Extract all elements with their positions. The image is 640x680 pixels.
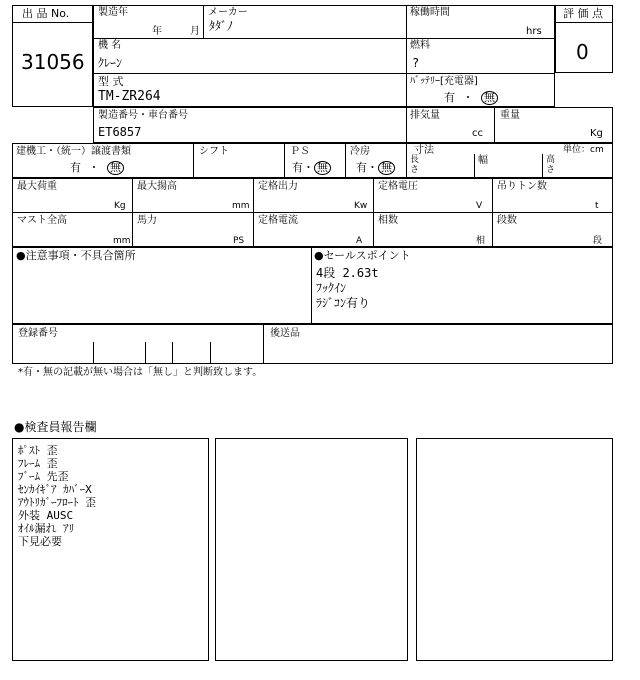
year-unit: 年: [152, 26, 162, 37]
rated-current-label: 定格電流: [258, 215, 298, 226]
dimension-label: 寸法: [414, 145, 434, 156]
registration-label: 登録番号: [18, 328, 58, 339]
header-vline-year: [203, 5, 204, 38]
ac-no-circled: 無: [378, 161, 395, 175]
header-line-2: [93, 73, 555, 74]
transfer-sep: ・: [88, 161, 100, 174]
rated-current-unit: A: [356, 236, 363, 246]
hours-label: 稼働時間: [410, 7, 450, 18]
ps-sep: ・: [303, 161, 314, 174]
report-line: ﾎﾟｽﾄ 歪: [18, 444, 58, 457]
row2-vline-3: [345, 143, 346, 178]
capacity-unit: t: [595, 201, 599, 211]
lot-no-divider: [12, 22, 93, 23]
rating-divider: [555, 22, 613, 23]
transfer-docs-choice: [70, 161, 124, 175]
lot-no-value: 31056: [21, 50, 85, 74]
report-line: ﾌﾚｰﾑ 歪: [18, 457, 58, 470]
sales-point-label: ●セールスポイント: [314, 249, 411, 262]
transfer-yes: 有: [70, 161, 81, 174]
maker-value: ﾀﾀﾞﾉ: [209, 19, 234, 33]
transfer-docs-label: 建機工・（統一）譲渡書類: [16, 146, 131, 157]
stage-unit: 段: [593, 236, 603, 246]
max-lift-label: 最大揚高: [137, 181, 177, 192]
row2-vline-6: [542, 154, 543, 178]
serial-vline-1: [406, 107, 407, 143]
report-line: ｱｳﾄﾘｶﾞｰﾌﾛｰﾄ 歪: [18, 496, 97, 509]
ac-sep: ・: [367, 161, 378, 174]
hours-unit: hrs: [526, 26, 542, 37]
report-lines: [18, 444, 96, 548]
specs-vline-2: [253, 178, 254, 247]
month-unit: 月: [190, 26, 200, 37]
rating-label: 評 価 点: [563, 7, 603, 20]
row2-vline-2: [284, 143, 285, 178]
battery-yes: 有: [444, 91, 455, 104]
maker-label: メーカー: [208, 7, 248, 18]
rated-voltage-unit: V: [476, 201, 483, 211]
ps-label: ＰＳ: [290, 146, 310, 157]
type-value: TM-ZR264: [98, 89, 161, 104]
transfer-no-circled: 無: [107, 161, 124, 175]
max-load-label: 最大荷重: [17, 181, 57, 192]
height-label: 高 さ: [546, 155, 556, 175]
specs-vline-3: [373, 178, 374, 247]
rating-value: 0: [576, 40, 589, 64]
width-label: 幅: [478, 155, 488, 166]
report-line: ｵｲﾙ漏れ ｱﾘ: [18, 522, 75, 535]
ac-choice: [356, 161, 395, 175]
sales-line-2: ﾌｯｸｲﾝ: [316, 281, 347, 295]
serial-value: ET6857: [98, 125, 142, 139]
battery-no-circled: 無: [481, 91, 498, 105]
stage-label: 段数: [497, 215, 517, 226]
lot-no-label: 出 品 No.: [22, 7, 70, 20]
weight-unit: Kg: [590, 128, 603, 139]
report-title: ●検査員報告欄: [14, 420, 97, 434]
model-name-label: 機 名: [98, 40, 122, 51]
sales-line-3: ﾗｼﾞｺﾝ有り: [316, 296, 371, 310]
report-box-3: [416, 438, 613, 661]
post-delivery-label: 後送品: [270, 328, 300, 339]
mast-unit: mm: [113, 236, 131, 246]
displacement-label: 排気量: [410, 110, 440, 121]
shift-label: シフト: [199, 146, 229, 157]
max-load-unit: Kg: [114, 201, 126, 211]
specs-vline-1: [132, 178, 133, 247]
mast-label: マスト全高: [17, 215, 67, 226]
registration-cell-3: [172, 342, 173, 364]
registration-frame: [12, 324, 613, 364]
fuel-value: ?: [412, 56, 420, 70]
footnote: *有・無の記載が無い場合は「無し」と判断致します。: [18, 367, 263, 378]
caution-label: ●注意事項・不具合箇所: [16, 249, 136, 262]
weight-label: 重量: [500, 110, 520, 121]
rated-output-label: 定格出力: [258, 181, 298, 192]
dimension-unit: 単位：cm: [563, 145, 604, 155]
registration-cell-2: [145, 342, 146, 364]
length-label: 長 さ: [410, 155, 420, 175]
notes-vline: [311, 247, 312, 324]
report-line: 下見必要: [18, 535, 62, 548]
serial-vline-2: [494, 107, 495, 143]
sales-line-1: 4段 2.63t: [316, 266, 379, 280]
specs-hline: [12, 212, 613, 213]
hp-label: 馬力: [137, 215, 157, 226]
report-box-2: [215, 438, 408, 661]
ps-no-circled: 無: [314, 161, 331, 175]
rated-output-unit: Kw: [354, 201, 368, 211]
model-name-value: ｸﾚｰﾝ: [98, 56, 123, 70]
registration-cell-1: [93, 342, 94, 364]
type-label: 型 式: [98, 75, 124, 88]
serial-label: 製造番号・車台番号: [98, 110, 188, 121]
report-line: ﾌﾞｰﾑ 先歪: [18, 470, 69, 483]
battery-sep: ・: [462, 91, 474, 104]
header-line-1: [93, 38, 555, 39]
hp-unit: PS: [233, 236, 245, 246]
ac-yes: 有: [356, 161, 367, 174]
capacity-label: 吊りトン数: [497, 181, 547, 192]
ac-label: 冷房: [350, 146, 370, 157]
fuel-label: 燃料: [410, 40, 430, 51]
registration-vline: [263, 324, 264, 364]
row2-vline-1: [193, 143, 194, 178]
ps-choice: [292, 161, 331, 175]
row2-vline-5: [474, 154, 475, 178]
ps-yes: 有: [292, 161, 303, 174]
report-line: ｾﾝｶｲｷﾞｱ ｶﾊﾞｰX: [18, 483, 92, 496]
displacement-unit: cc: [472, 128, 483, 139]
max-lift-unit: mm: [232, 201, 250, 211]
battery-choice: [444, 91, 498, 105]
report-line: 外装 AUSC: [18, 509, 74, 522]
row2-vline-4: [406, 143, 407, 178]
rated-voltage-label: 定格電圧: [378, 181, 418, 192]
battery-label: ﾊﾞｯﾃﾘｰ[充電器]: [410, 76, 478, 87]
header-vline-right: [406, 5, 407, 107]
year-label: 製造年: [98, 7, 128, 18]
phase-unit: 相: [476, 236, 486, 246]
specs-vline-4: [492, 178, 493, 247]
phase-label: 相数: [378, 215, 398, 226]
registration-cell-4: [210, 342, 211, 364]
